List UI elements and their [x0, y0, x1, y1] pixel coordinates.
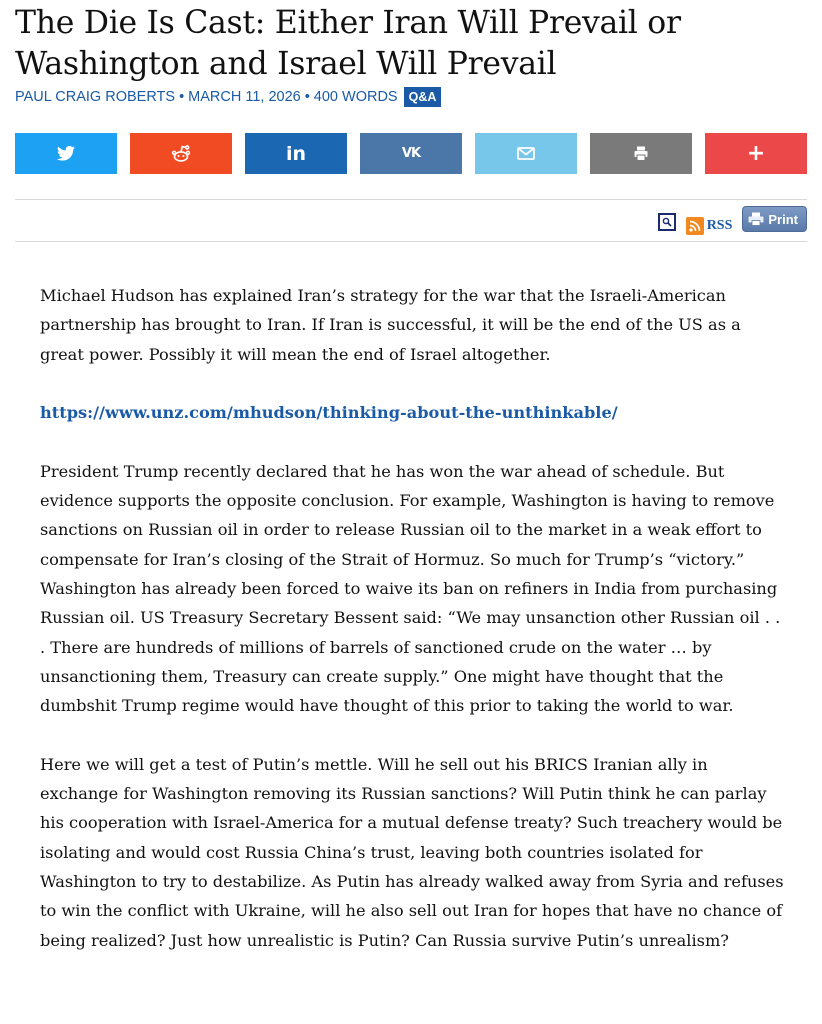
qa-badge[interactable]: Q&A	[404, 87, 442, 107]
article-tools	[658, 208, 807, 236]
reddit-alien-icon	[171, 145, 191, 163]
divider	[15, 199, 807, 200]
publish-date: MARCH 11, 2026	[188, 89, 301, 105]
rss-link[interactable]	[686, 217, 733, 235]
share-twitter-button[interactable]	[15, 133, 117, 174]
share-reddit-button[interactable]	[130, 133, 232, 174]
twitter-bird-icon	[57, 146, 75, 161]
print-button[interactable]	[742, 206, 807, 232]
rss-label: RSS	[706, 218, 733, 233]
share-bar	[15, 133, 807, 174]
plus-icon: +	[746, 141, 766, 166]
printer-icon	[748, 212, 764, 226]
article-byline	[15, 86, 441, 108]
share-email-button[interactable]	[475, 133, 577, 174]
magnifier-icon	[662, 217, 672, 227]
linkedin-in-icon: in	[285, 142, 307, 165]
print-label: Print	[768, 211, 798, 227]
share-linkedin-button[interactable]	[245, 133, 347, 174]
byline-separator: •	[179, 89, 185, 105]
divider	[15, 241, 807, 242]
article-paragraph: President Trump recently declared that he has won the war ahead of schedule. But evidence supports the opposite conclusion. For example, Washington is having to remove sanctions on Russian oil in order to release Russian oil to the market in a weak effort to compensate for Iran’s closing of the Strait of Hormuz. So much for Trump’s “victory.” Washington has already been forced to waive its ban on refiners in India from purchasing Russian oil. US Treasury Secretary Bessent said: “We may unsanction other Russian oil . . . There are hundreds of millions of barrels of sanctioned crude on the water … by unsanctioning them, Treasury can create supply.” One might have thought that the dumbshit Trump regime would have thought of this prior to taking the world to war.	[40, 461, 781, 716]
search-button[interactable]	[658, 213, 676, 231]
author-name[interactable]: PAUL CRAIG ROBERTS	[15, 89, 176, 105]
article-title: The Die Is Cast: Either Iran Will Prevail or Washington and Israel Will Prevail	[15, 5, 681, 82]
article-paragraph: Here we will get a test of Putin’s mettle. Will he sell out his BRICS Iranian ally in exchange for Washington removing its Russian sanctions? Will Putin think he can parlay his cooperation with Israel-America for a mutual defense treaty? Such treachery would be isolating and would cost Russia China’s trust, leaving both countries isolated for Washington to try to destabilize. As Putin has already walked away from Syria and refuses to win the conflict with Ukraine, will he also sell out Iran for hopes that have no chance of being realized? Just how unrealistic is Putin? Can Russia survive Putin’s unrealism?	[40, 754, 784, 950]
share-more-button[interactable]	[705, 133, 807, 174]
vk-icon: VK	[401, 146, 421, 161]
share-print-button[interactable]	[590, 133, 692, 174]
printer-icon	[634, 146, 648, 161]
word-count: 400 WORDS	[313, 89, 398, 105]
envelope-icon	[517, 147, 535, 160]
article-link[interactable]: https://www.unz.com/mhudson/thinking-about-the-unthinkable/	[40, 403, 618, 423]
rss-feed-icon	[686, 217, 704, 235]
byline-separator: •	[304, 89, 310, 105]
share-vk-button[interactable]	[360, 133, 462, 174]
article-paragraph: Michael Hudson has explained Iran’s strategy for the war that the Israeli-American partnership has brought to Iran. If Iran is successful, it will be the end of the US as a great power. Possibly it will mean the end of Israel altogether.	[40, 286, 741, 364]
article-body	[40, 281, 785, 984]
